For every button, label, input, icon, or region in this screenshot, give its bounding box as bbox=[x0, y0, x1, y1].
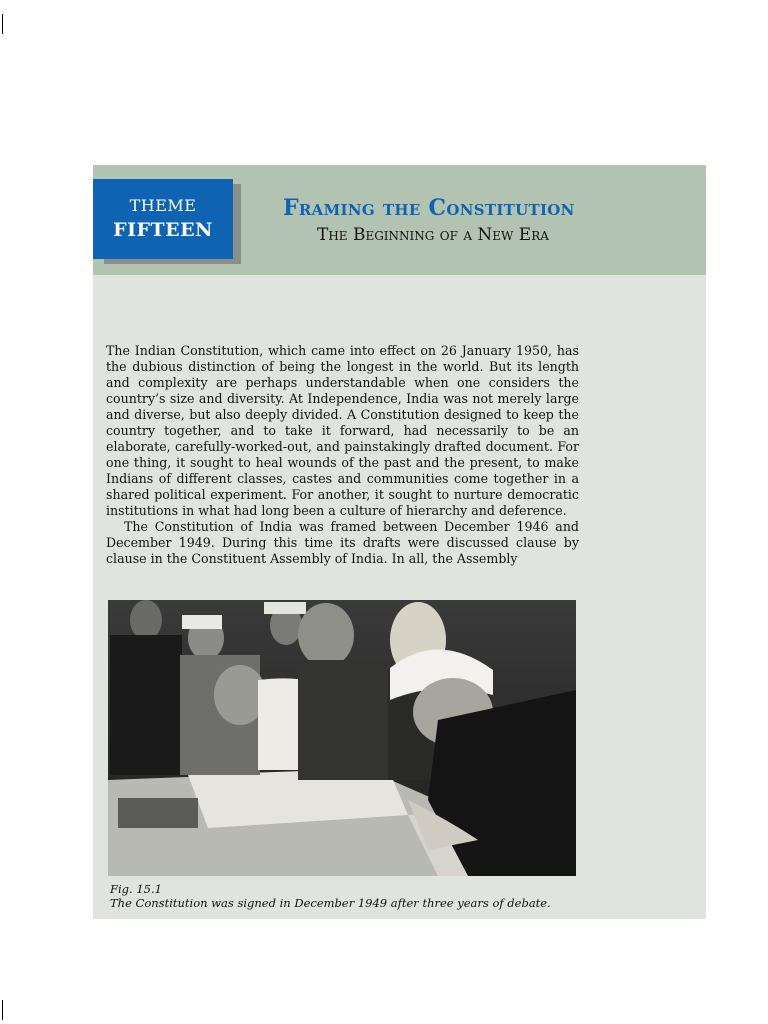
paragraph-1: The Indian Constitution, which came into effect on 26 January 1950, has the dubious distinction of being the longest in the world. But its length and complexity are perhaps understandable when one considers the country’s size and diversity. At Independence, India was not merely large and diverse, but also deeply divided. A Constitution designed to keep the country together, and to take it forward, had necessarily to be an elaborate, carefully-worked-out, and painstakingly drafted document. For one thing, it sought to heal wounds of the past and the present, to make Indians of different classes, castes and communities come together in a shared political experiment. For another, it sought to nurture democratic institutions in what had long been a culture of hierarchy and deference. bbox=[106, 343, 579, 518]
theme-badge bbox=[93, 179, 233, 259]
theme-label: THEME bbox=[129, 196, 197, 215]
figure-caption: The Constitution was signed in December 1949 after three years of debate. bbox=[110, 896, 551, 910]
body-text bbox=[106, 343, 579, 567]
crop-mark-top bbox=[2, 14, 3, 34]
theme-number: FIFTEEN bbox=[113, 219, 213, 241]
chapter-title: Framing the Constitution bbox=[283, 195, 575, 221]
crop-mark-bottom bbox=[2, 1000, 3, 1020]
constitution-signing-photo bbox=[108, 600, 576, 876]
paragraph-2: The Constitution of India was framed between December 1946 and December 1949. During this time its drafts were discussed clause by clause in the Constituent Assembly of India. In all, the Assembly bbox=[106, 519, 579, 566]
chapter-subtitle: The Beginning of a New Era bbox=[317, 225, 549, 245]
figure-label: Fig. 15.1 bbox=[110, 882, 162, 896]
chapter-header bbox=[93, 165, 706, 275]
page-panel bbox=[93, 165, 706, 919]
